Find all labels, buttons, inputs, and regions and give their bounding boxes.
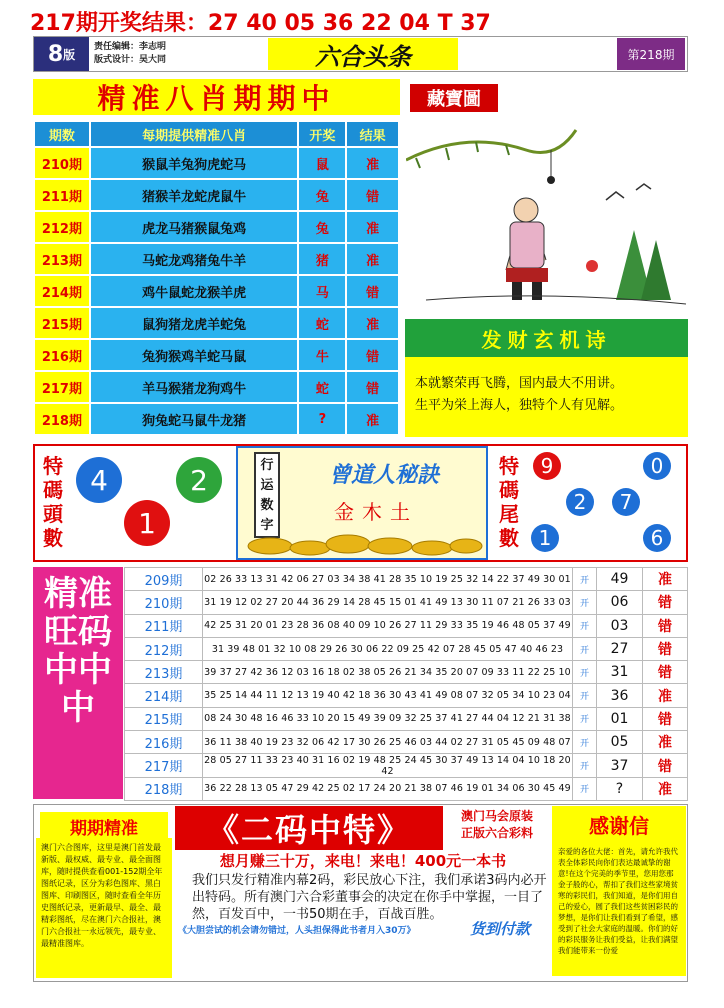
- result-cell: 错: [346, 275, 399, 307]
- table-row: [34, 339, 399, 371]
- table-row: [34, 211, 399, 243]
- numbers-cell: 39 37 27 42 36 12 03 16 18 02 38 05 26 21 34 35 20 07 09 33 11 22 25 10: [203, 661, 573, 684]
- result-cell: 错: [346, 179, 399, 211]
- special-number-cell: 05: [597, 731, 643, 754]
- head-ball: 1: [124, 500, 170, 546]
- designer-line: 版式设计：吴大同: [94, 55, 167, 65]
- picks-cell: 虎龙马猪猴鼠兔鸡: [90, 211, 299, 243]
- zodiac-table: [33, 120, 400, 436]
- special-number-cell: 49: [597, 568, 643, 591]
- section-title: 精准八肖期期中: [33, 79, 400, 115]
- table-row: [125, 684, 688, 707]
- numbers-cell: 28 05 27 11 33 23 40 31 16 02 19 48 25 24 45 30 37 49 13 14 04 10 18 20 42: [204, 754, 571, 777]
- issue-cell: 216期: [34, 339, 90, 371]
- editor-line: 责任编辑：李志明: [94, 42, 167, 52]
- lucky-digit-tag: 行运数字: [254, 452, 280, 538]
- page-unit: 版: [63, 47, 76, 62]
- result-cell: 准: [643, 731, 688, 754]
- result-cell: 错: [643, 707, 688, 730]
- issue-cell: 213期: [34, 243, 90, 275]
- picks-cell: 羊马猴猪龙狗鸡牛: [90, 371, 299, 403]
- page-number: 8: [47, 41, 64, 67]
- open-label: 开: [573, 707, 597, 730]
- result-cell: 准: [346, 243, 399, 275]
- poem-line: 本就繁荣再飞腾，国内最大不用讲。: [415, 376, 624, 391]
- tail-ball: 2: [566, 488, 594, 516]
- result-cell: 错: [643, 637, 688, 660]
- issue-cell: 210期: [125, 591, 203, 614]
- poem-title: 发财玄机诗: [405, 319, 688, 357]
- head-ball: 2: [176, 457, 222, 503]
- slogan: 想月赚三十万，来电！来电！400元一本书: [219, 852, 507, 870]
- tail-ball: 7: [612, 488, 640, 516]
- tail-ball: 9: [533, 452, 561, 480]
- masthead-title: 六合头条: [268, 38, 458, 70]
- issue-cell: 217期: [34, 371, 90, 403]
- table-row: [125, 777, 688, 800]
- head-digit-label: 特碼頭數: [43, 454, 63, 550]
- issue-cell: 214期: [125, 684, 203, 707]
- issue-cell: 215期: [34, 307, 90, 339]
- col-header-draw: 开奖: [298, 121, 346, 147]
- table-row: [34, 275, 399, 307]
- col-header-result: 结果: [346, 121, 399, 147]
- issue-number: 第218期: [617, 38, 685, 70]
- open-label: 开: [573, 568, 597, 591]
- open-label: 开: [573, 777, 597, 800]
- issue-cell: 211期: [125, 614, 203, 637]
- tail-ball: 6: [643, 524, 671, 552]
- numbers-cell: 31 19 12 02 27 20 44 36 29 14 28 45 15 01 41 49 13 30 11 07 21 26 33 03: [203, 591, 573, 614]
- special-number-cell: 03: [597, 614, 643, 637]
- table-row: [34, 403, 399, 435]
- picks-cell: 兔狗猴鸡羊蛇马鼠: [90, 339, 299, 371]
- open-label: 开: [573, 684, 597, 707]
- cash-on-delivery: 货到付款: [470, 920, 531, 938]
- table-row: [125, 707, 688, 730]
- special-number-cell: 01: [597, 707, 643, 730]
- issue-cell: 209期: [125, 568, 203, 591]
- result-cell: 准: [346, 211, 399, 243]
- treasure-map-label: 藏寶圖: [410, 84, 498, 112]
- gold-ingots-icon: [240, 524, 484, 558]
- table-row: [125, 637, 688, 660]
- hot-numbers-label: 精准旺码中中中: [33, 567, 123, 799]
- issue-cell: 216期: [125, 731, 203, 754]
- result-cell: 准: [346, 147, 399, 179]
- result-cell: 错: [643, 754, 688, 777]
- result-cell: 错: [643, 661, 688, 684]
- picks-cell: 猴鼠羊兔狗虎蛇马: [90, 147, 299, 179]
- issue-cell: 210期: [34, 147, 90, 179]
- open-label: 开: [573, 731, 597, 754]
- result-cell: 准: [643, 568, 688, 591]
- special-number-cell: 06: [597, 591, 643, 614]
- table-row: [34, 307, 399, 339]
- table-header-row: [34, 121, 399, 147]
- col-header-picks: 每期提供精准八肖: [90, 121, 299, 147]
- head-ball: 4: [76, 457, 122, 503]
- promo-paragraph: 我们只发行精准内幕2码，彩民放心下注，我们承诺3码内必开出特码。所有澳门六合彩董事会的决定在你手中掌握，一目了然，百发百中，一书50期在手，百战百胜。: [192, 873, 547, 922]
- draw-cell: 蛇: [298, 307, 346, 339]
- page-number-badge: [34, 37, 89, 71]
- table-row: [34, 243, 399, 275]
- result-cell: 错: [643, 591, 688, 614]
- guarantee-note: 《大胆尝试的机会请勿错过，人头担保得此书者月入30万》: [178, 926, 416, 936]
- result-cell: 准: [346, 307, 399, 339]
- issue-cell: 218期: [125, 777, 203, 800]
- result-cell: 错: [346, 371, 399, 403]
- table-row: [125, 591, 688, 614]
- draw-cell: 兔: [298, 179, 346, 211]
- picks-cell: 鸡牛鼠蛇龙猴羊虎: [90, 275, 299, 307]
- draw-cell: 猪: [298, 243, 346, 275]
- draw-cell: 兔: [298, 211, 346, 243]
- open-label: 开: [573, 614, 597, 637]
- issue-cell: 212期: [125, 637, 203, 660]
- secret-formula-elements: 金木土: [334, 500, 418, 524]
- issue-cell: 217期: [125, 754, 203, 777]
- draw-cell: 马: [298, 275, 346, 307]
- secret-formula-title: 曾道人秘訣: [328, 463, 439, 488]
- picks-cell: 狗兔蛇马鼠牛龙猪: [90, 403, 299, 435]
- picks-cell: 鼠狗猪龙虎羊蛇兔: [90, 307, 299, 339]
- result-cell: 错: [643, 614, 688, 637]
- result-cell: 错: [346, 339, 399, 371]
- draw-cell: 牛: [298, 339, 346, 371]
- table-row: [125, 661, 688, 684]
- numbers-cell: 36 11 38 40 19 23 32 06 42 17 30 26 25 46 03 44 02 27 31 05 45 09 48 07: [203, 731, 573, 754]
- macau-side-title: [445, 808, 549, 842]
- hot-numbers-table: [124, 567, 688, 801]
- table-row: [125, 754, 688, 777]
- left-footer-body: 澳门六合图库，这里是澳门首发最新版、最权威、最专业、最全面图库，随时提供查看001-152期全年图纸记录，区分为彩色图库、黑白图库、印刷图区，随时查看全年历史图纸记录，更新最早、最全、最精彩图纸，尽在澳门六合报社，澳门六合报社一永远领先，最专业、最精准图库。: [36, 838, 172, 978]
- numbers-cell: 36 22 28 13 05 47 29 42 25 02 17 24 20 21 38 07 46 19 01 34 06 30 45 49: [203, 777, 573, 800]
- table-row: [125, 731, 688, 754]
- result-cell: 准: [643, 684, 688, 707]
- issue-cell: 213期: [125, 661, 203, 684]
- side-title-line: 正版六合彩料: [460, 826, 533, 840]
- two-code-title: 《二码中特》: [175, 806, 443, 850]
- picks-cell: 马蛇龙鸡猪兔牛羊: [90, 243, 299, 275]
- open-label: 开: [573, 591, 597, 614]
- special-number-cell: 36: [597, 684, 643, 707]
- special-number-cell: 37: [597, 754, 643, 777]
- open-label: 开: [573, 661, 597, 684]
- open-label: 开: [573, 637, 597, 660]
- editor-credits: [94, 41, 166, 67]
- numbers-cell: 02 26 33 13 31 42 06 27 03 34 38 41 28 35 10 19 25 32 14 22 37 49 30 01: [203, 568, 573, 591]
- table-row: [125, 568, 688, 591]
- poem-line: 生平为栄上海人，独特个人有见解。: [415, 398, 624, 413]
- latest-result-headline: 217期开奖结果：27 40 05 36 22 04 T 37: [30, 11, 491, 36]
- tail-ball: 1: [531, 524, 559, 552]
- table-row: [34, 179, 399, 211]
- numbers-cell: 35 25 14 44 11 12 13 19 40 42 18 36 30 43 41 49 08 07 32 05 34 10 23 04: [203, 684, 573, 707]
- numbers-cell: 42 25 31 20 01 23 28 36 08 40 09 10 26 27 11 29 33 35 19 46 48 05 37 49: [203, 614, 573, 637]
- issue-cell: 214期: [34, 275, 90, 307]
- table-row: [34, 371, 399, 403]
- tail-digit-label: 特碼尾數: [499, 454, 519, 550]
- side-title-line: 澳门马会原装: [460, 809, 533, 823]
- draw-cell: ?: [298, 403, 346, 435]
- issue-cell: 218期: [34, 403, 90, 435]
- col-header-issue: 期数: [34, 121, 90, 147]
- numbers-cell: 08 24 30 48 16 46 33 10 20 15 49 39 09 32 25 37 41 27 44 04 12 21 31 38: [203, 707, 573, 730]
- treasure-illustration: [406, 120, 688, 316]
- draw-cell: 鼠: [298, 147, 346, 179]
- table-row: [34, 147, 399, 179]
- open-label: 开: [573, 754, 597, 777]
- result-cell: 准: [346, 403, 399, 435]
- result-cell: 准: [643, 777, 688, 800]
- tail-ball: 0: [643, 452, 671, 480]
- numbers-cell: 31 39 48 01 32 10 08 29 26 30 06 22 09 25 42 07 28 45 05 47 40 46 23: [203, 637, 573, 660]
- picks-cell: 猪猴羊龙蛇虎鼠牛: [90, 179, 299, 211]
- issue-cell: 215期: [125, 707, 203, 730]
- special-number-cell: 27: [597, 637, 643, 660]
- table-row: [125, 614, 688, 637]
- special-number-cell: ?: [597, 777, 643, 800]
- issue-cell: 211期: [34, 179, 90, 211]
- thank-you-title: 感谢信: [552, 806, 686, 842]
- left-footer-title: 期期精准: [40, 812, 168, 840]
- poem-body: [405, 357, 688, 437]
- draw-cell: 蛇: [298, 371, 346, 403]
- special-number-cell: 31: [597, 661, 643, 684]
- thank-you-body: 亲爱的各位大佬：首先，请允许我代表全体彩民向你们表达最诚挚的谢意!在这个完美的季节里，您用您那金子般的心，帮扣了我们这些家境贫寒的彩民们，我们知道，是你们用自己的爱心，圆了我们这些贫困彩民的梦想，是你们让我们看到了希望，感受到了社会大家庭的温暖。你们的好的彩民服务让我们受益，让我们满望我们能带来一份爱: [552, 842, 686, 976]
- issue-cell: 212期: [34, 211, 90, 243]
